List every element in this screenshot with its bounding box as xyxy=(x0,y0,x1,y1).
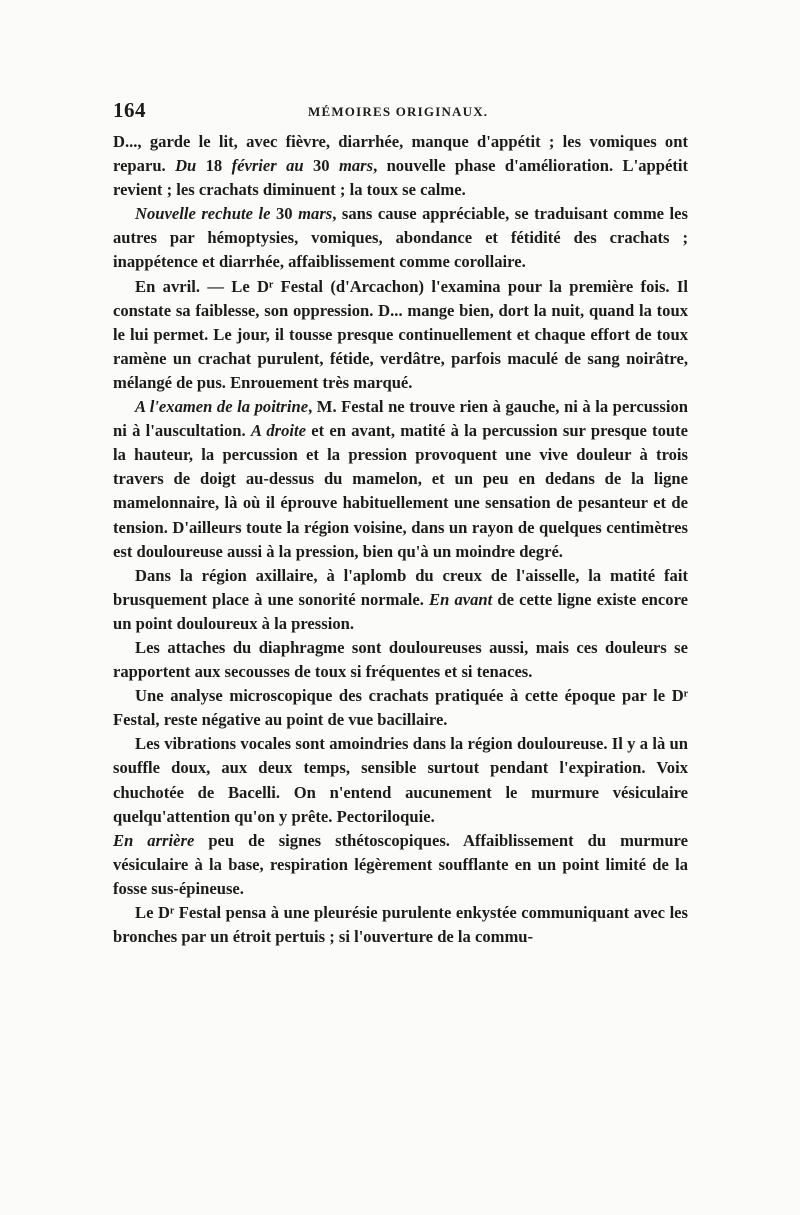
running-header xyxy=(113,98,688,124)
text-run: Du xyxy=(175,156,197,176)
text-run: de cette ligne existe encore un point douloureux à la pression. xyxy=(113,589,689,633)
paragraph-3 xyxy=(113,275,688,395)
paragraph-7 xyxy=(113,684,688,732)
text-run: mars xyxy=(338,156,374,176)
text-run: peu de signes sthétoscopiques. Affaiblissement du murmure vésiculaire à la base, respiration légèrement soufflante en un point limité de la fosse sus-épineuse. xyxy=(113,830,688,898)
paragraph-4 xyxy=(113,395,688,564)
text-run: , sans cause appréciable, se traduisant comme les autres par hémoptysies, vomiques, abondance et fétidité des crachats ; inappétence et diarrhée, affaiblissement comme corollaire. xyxy=(113,204,688,272)
text-run: mars xyxy=(298,204,333,224)
text-run: Nouvelle rechute le xyxy=(135,204,271,224)
text-run: 30 xyxy=(303,156,339,176)
paragraph-6 xyxy=(113,636,688,684)
text-run: En avant xyxy=(429,589,493,609)
text-run: A droite xyxy=(250,421,306,441)
text-run: D..., garde le lit, avec fièvre, diarrhée, manque d'appétit ; les vomiques ont reparu. xyxy=(113,132,688,176)
page-number: 164 xyxy=(113,98,146,122)
text-run: Une analyse microscopique des crachats pratiquée à cette époque par le Dʳ Festal, reste négative au point de vue bacillaire. xyxy=(113,686,688,730)
paragraph-2 xyxy=(113,202,688,274)
text-run: février au xyxy=(231,156,304,176)
text-run: A l'examen de la poitrine xyxy=(135,397,309,417)
text-run: 30 xyxy=(270,204,299,224)
text-run: Le Dʳ Festal pensa à une pleurésie purulente enkystée communiquant avec les bronches par un étroit pertuis ; si l'ouverture de la commu- xyxy=(113,903,688,947)
text-run: En avril. — Le Dʳ Festal (d'Arcachon) l'examina pour la première fois. Il constate sa faiblesse, son oppression. D... mange bien, dort la nuit, quand la toux le lui permet. Le jour, il tousse presque continuellement et chaque effort de toux ramène un crachat purulent, fétide, verdâtre, parfois maculé de sang noirâtre, mélangé de pus. Enrouement très marqué. xyxy=(113,276,688,392)
paragraph-1 xyxy=(113,130,688,202)
text-run: et en avant, matité à la percussion sur presque toute la hauteur, la percussion et la pression provoquent une vive douleur à trois travers de doigt au-dessus du mamelon, et un peu en dedans de la ligne mamelonnaire, là où il éprouve habituellement une sensation de pesanteur et de tension. D'ailleurs toute la région voisine, dans un rayon de quelques centimètres est douloureuse aussi à la pression, bien qu'à un moindre degré. xyxy=(113,421,689,561)
text-run: , nouvelle phase d'amélioration. L'appétit revient ; les crachats diminuent ; la toux se calme. xyxy=(113,156,688,200)
text-run: Dans la région axillaire, à l'aplomb du creux de l'aisselle, la matité fait brusquement place à une sonorité normale. xyxy=(113,565,688,609)
paragraph-5 xyxy=(113,564,688,636)
paragraph-9 xyxy=(113,829,688,901)
text-run: 18 xyxy=(196,156,232,176)
text-run: Les attaches du diaphragme sont douloureuses aussi, mais ces douleurs se rapportent aux secousses de toux si fréquentes et si tenaces. xyxy=(113,637,688,682)
text-run: En arrière xyxy=(113,830,195,850)
body-text xyxy=(113,130,688,949)
paragraph-8 xyxy=(113,732,688,828)
text-run: Les vibrations vocales sont amoindries dans la région douloureuse. Il y a là un souffle doux, aux deux temps, sensible surtout pendant l'expiration. Voix chuchotée de Bacelli. On n'entend aucunement le murmure vésiculaire quelqu'attention qu'on y prête. Pectoriloquie. xyxy=(113,734,688,826)
text-run: , M. Festal ne trouve rien à gauche, ni à la percussion ni à l'auscultation. xyxy=(113,397,688,441)
paragraph-10 xyxy=(113,901,688,949)
running-title: MÉMOIRES ORIGINAUX. xyxy=(308,104,489,119)
